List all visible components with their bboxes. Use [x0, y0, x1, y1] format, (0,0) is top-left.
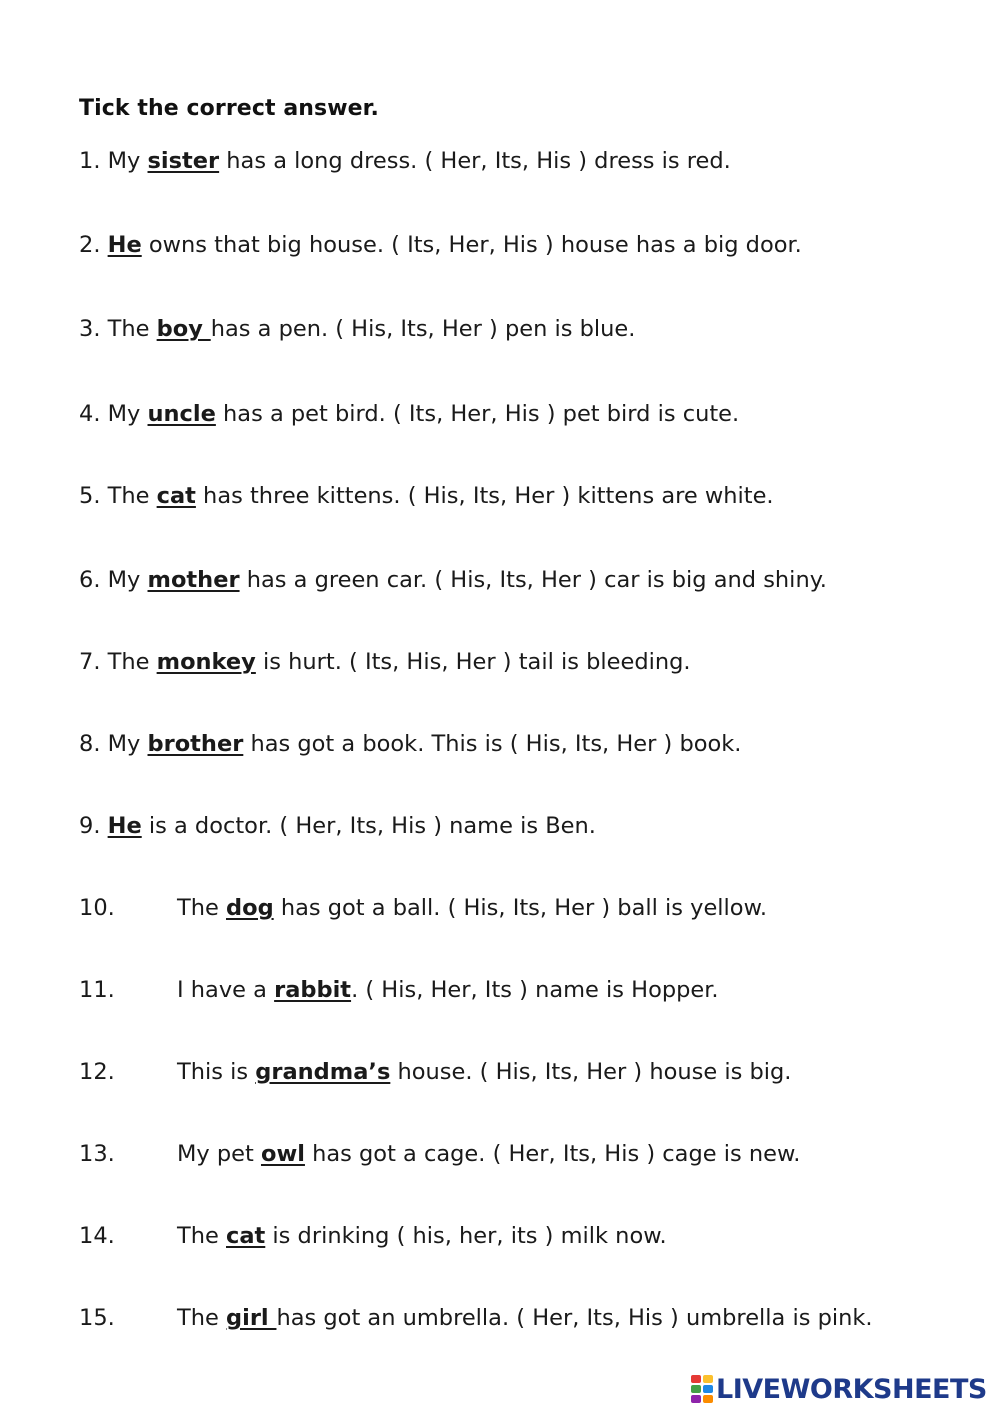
question-text-before: The	[107, 316, 157, 342]
question-text-after: house. ( His, Its, Her ) house is big.	[390, 1059, 792, 1085]
logo-tile	[691, 1375, 701, 1383]
question-keyword: brother	[147, 731, 244, 757]
question-text-after: has a long dress. ( Her, Its, His ) dress is red.	[219, 148, 731, 174]
question-number: 14.	[79, 1223, 115, 1249]
question-number: 1.	[79, 148, 101, 174]
question-text-after: has a green car. ( His, Its, Her ) car is big and shiny.	[239, 567, 827, 593]
question-11	[79, 975, 719, 1005]
question-keyword: uncle	[147, 401, 216, 427]
liveworksheets-logo-icon	[691, 1375, 713, 1403]
question-text-after: has got a book. This is ( His, Its, Her ) book.	[243, 731, 742, 757]
question-keyword: girl	[226, 1305, 277, 1331]
question-12	[79, 1057, 791, 1087]
question-keyword: cat	[156, 483, 196, 509]
question-text-after: is a doctor. ( Her, Its, His ) name is Ben.	[141, 813, 596, 839]
question-text-before: The	[107, 649, 157, 675]
question-text-after: has got an umbrella. ( Her, Its, His ) umbrella is pink.	[276, 1305, 873, 1331]
question-text-before: My	[107, 148, 148, 174]
question-text-before: This is	[177, 1059, 256, 1085]
question-text-after: . ( His, Her, Its ) name is Hopper.	[351, 977, 719, 1003]
question-text-before: The	[177, 1223, 226, 1249]
question-number: 4.	[79, 401, 101, 427]
logo-tile	[703, 1375, 713, 1383]
question-13	[79, 1139, 800, 1169]
question-keyword: grandma’s	[255, 1059, 391, 1085]
question-2	[79, 230, 802, 260]
question-text-after: has three kittens. ( His, Its, Her ) kittens are white.	[195, 483, 774, 509]
question-text-before: The	[177, 1305, 226, 1331]
question-number: 8.	[79, 731, 101, 757]
question-number: 15.	[79, 1305, 115, 1331]
question-number: 12.	[79, 1059, 115, 1085]
liveworksheets-logo	[691, 1371, 987, 1407]
question-number: 10.	[79, 895, 115, 921]
question-keyword: rabbit	[274, 977, 352, 1003]
question-text-before: I have a	[177, 977, 275, 1003]
question-keyword: cat	[226, 1223, 266, 1249]
question-number: 7.	[79, 649, 101, 675]
question-keyword: monkey	[156, 649, 256, 675]
question-text-before: My	[107, 401, 148, 427]
question-keyword: dog	[226, 895, 274, 921]
question-text-after: is hurt. ( Its, His, Her ) tail is bleeding.	[255, 649, 691, 675]
question-number: 9.	[79, 813, 101, 839]
question-4	[79, 399, 739, 429]
question-7	[79, 647, 691, 677]
question-keyword: boy	[156, 316, 211, 342]
logo-tile	[691, 1385, 701, 1393]
question-text-before: The	[177, 895, 226, 921]
logo-text: LIVEWORKSHEETS	[716, 1373, 987, 1405]
question-6	[79, 565, 827, 595]
question-keyword: owl	[260, 1141, 305, 1167]
question-9	[79, 811, 596, 841]
worksheet-heading: Tick the correct answer.	[79, 96, 379, 121]
question-number: 11.	[79, 977, 115, 1003]
question-number: 5.	[79, 483, 101, 509]
question-number: 6.	[79, 567, 101, 593]
question-text-after: has a pet bird. ( Its, Her, His ) pet bird is cute.	[215, 401, 740, 427]
question-8	[79, 729, 741, 759]
question-number: 13.	[79, 1141, 115, 1167]
logo-tile	[703, 1385, 713, 1393]
question-3	[79, 314, 635, 344]
question-text-before: My pet	[177, 1141, 261, 1167]
question-keyword: He	[107, 232, 142, 258]
question-text-after: has got a ball. ( His, Its, Her ) ball is yellow.	[273, 895, 768, 921]
question-10	[79, 893, 767, 923]
question-5	[79, 481, 774, 511]
question-text-after: has got a cage. ( Her, Its, His ) cage is new.	[304, 1141, 801, 1167]
question-text-after: is drinking ( his, her, its ) milk now.	[265, 1223, 667, 1249]
question-text-before: My	[107, 567, 148, 593]
question-text-after: owns that big house. ( Its, Her, His ) house has a big door.	[141, 232, 802, 258]
question-text-before: My	[107, 731, 148, 757]
question-text-before: The	[107, 483, 157, 509]
logo-tile	[691, 1395, 701, 1403]
question-14	[79, 1221, 667, 1251]
question-number: 2.	[79, 232, 101, 258]
question-1	[79, 146, 731, 176]
logo-tile	[703, 1395, 713, 1403]
question-keyword: mother	[147, 567, 240, 593]
question-15	[79, 1303, 873, 1333]
question-keyword: sister	[147, 148, 220, 174]
question-text-after: has a pen. ( His, Its, Her ) pen is blue.	[210, 316, 636, 342]
question-number: 3.	[79, 316, 101, 342]
question-keyword: He	[107, 813, 142, 839]
